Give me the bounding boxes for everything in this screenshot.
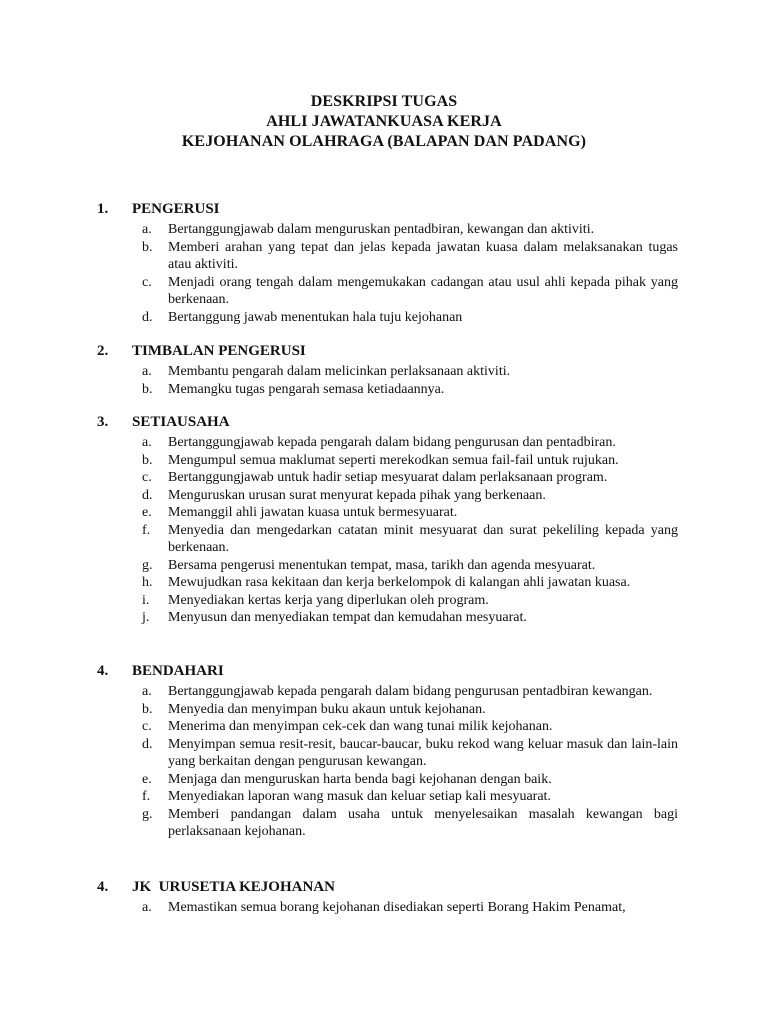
item-text: Memastikan semua borang kejohanan disediakan seperti Borang Hakim Penamat, — [168, 900, 626, 915]
item-text: Menyediakan kertas kerja yang diperlukan oleh program. — [168, 592, 489, 608]
item-marker: e. — [142, 771, 152, 787]
section-title: JK URUSETIA KEJOHANAN — [132, 879, 335, 895]
section-heading — [0, 663, 768, 683]
list-item — [0, 452, 678, 470]
section-timbalan-pengerusi — [0, 343, 768, 398]
item-text: Menjaga dan menguruskan harta benda bagi kejohanan dengan baik. — [168, 771, 552, 787]
item-marker: a. — [142, 435, 152, 450]
section-title: TIMBALAN PENGERUSI — [132, 343, 306, 359]
list-item — [0, 771, 678, 789]
section-number: 3. — [97, 414, 109, 430]
section-bendahari — [0, 663, 768, 841]
item-text: Mewujudkan rasa kekitaan dan kerja berkelompok di kalangan ahli jawatan kuasa. — [168, 575, 631, 590]
item-marker: d. — [142, 487, 153, 503]
duty-list — [0, 899, 768, 917]
item-text: Menyedia dan menyimpan buku akaun untuk kejohanan. — [168, 701, 486, 717]
list-item — [0, 381, 678, 399]
duty-list — [0, 363, 768, 398]
section-number: 1. — [97, 201, 109, 217]
section-number: 4. — [97, 879, 109, 895]
section-title: SETIAUSAHA — [132, 414, 230, 430]
item-text: Bersama pengerusi menentukan tempat, masa, tarikh dan agenda mesyuarat. — [168, 557, 596, 573]
section-number: 2. — [97, 343, 109, 359]
section-heading — [0, 879, 768, 899]
item-text: Bertanggungjawab untuk hadir setiap mesyuarat dalam perlaksanaan program. — [168, 470, 608, 485]
item-marker: f. — [142, 522, 151, 538]
list-item — [0, 609, 678, 627]
item-marker: b. — [142, 701, 153, 717]
list-item — [0, 806, 678, 841]
title-line-3: KEJOHANAN OLAHRAGA (BALAPAN DAN PADANG) — [181, 133, 587, 150]
document-title-block — [0, 92, 768, 152]
item-marker: b. — [142, 381, 153, 397]
item-marker: a. — [142, 222, 152, 237]
section-heading — [0, 201, 768, 221]
item-marker: i. — [142, 592, 150, 608]
list-item — [0, 239, 678, 274]
list-item — [0, 592, 678, 610]
duty-list — [0, 221, 768, 326]
item-marker: h. — [142, 575, 153, 590]
section-title: BENDAHARI — [132, 663, 224, 679]
list-item — [0, 434, 678, 452]
item-text: Memanggil ahli jawatan kuasa untuk bermesyuarat. — [168, 505, 458, 520]
item-marker: g. — [142, 806, 153, 822]
item-marker: c. — [142, 470, 152, 485]
item-text: Menyediakan laporan wang masuk dan keluar setiap kali mesyuarat. — [168, 789, 551, 804]
item-text: Memangku tugas pengarah semasa ketiadaannya. — [168, 381, 445, 397]
item-marker: d. — [142, 736, 153, 752]
item-marker: b. — [142, 239, 153, 255]
item-marker: b. — [142, 452, 153, 468]
list-item — [0, 736, 678, 771]
item-marker: j. — [142, 610, 150, 625]
list-item — [0, 899, 678, 917]
item-marker: d. — [142, 309, 153, 325]
item-marker: a. — [142, 900, 152, 915]
section-heading — [0, 414, 768, 434]
item-text: Menyimpan semua resit-resit, baucar-baucar, buku rekod wang keluar masuk dan lain-lain yang berkaitan dengan pengurusan kewangan. — [168, 736, 678, 769]
section-number: 4. — [97, 663, 109, 679]
item-text: Mengumpul semua maklumat seperti merekodkan semua fail-fail untuk rujukan. — [168, 452, 619, 468]
list-item — [0, 574, 678, 592]
duty-list — [0, 434, 768, 627]
item-text: Menerima dan menyimpan cek-cek dan wang tunai milik kejohanan. — [168, 719, 553, 734]
list-item — [0, 788, 678, 806]
item-marker: a. — [142, 684, 152, 699]
section-jk-urusetia — [0, 879, 768, 917]
list-item — [0, 504, 678, 522]
item-marker: g. — [142, 557, 153, 573]
section-setiausaha — [0, 414, 768, 627]
item-text: Menguruskan urusan surat menyurat kepada pihak yang berkenaan. — [168, 487, 546, 503]
item-text: Bertanggungjawab dalam menguruskan pentadbiran, kewangan dan aktiviti. — [168, 222, 595, 237]
list-item — [0, 274, 678, 309]
item-marker: c. — [142, 274, 152, 290]
list-item — [0, 309, 678, 327]
item-text: Menyusun dan menyediakan tempat dan kemudahan mesyuarat. — [168, 610, 527, 625]
section-heading — [0, 343, 768, 363]
item-marker: e. — [142, 505, 152, 520]
list-item — [0, 522, 678, 557]
item-text: Bertanggungjawab kepada pengarah dalam bidang pengurusan pentadbiran kewangan. — [168, 684, 653, 699]
title-line-1: DESKRIPSI TUGAS — [310, 93, 458, 110]
title-line-2: AHLI JAWATANKUASA KERJA — [266, 113, 502, 130]
item-marker: c. — [142, 719, 152, 734]
section-pengerusi — [0, 201, 768, 326]
list-item — [0, 487, 678, 505]
list-item — [0, 469, 678, 487]
section-title: PENGERUSI — [132, 201, 220, 217]
item-text: Memberi pandangan dalam usaha untuk menyelesaikan masalah kewangan bagi perlaksanaan kejohanan. — [168, 806, 678, 839]
list-item — [0, 718, 678, 736]
list-item — [0, 701, 678, 719]
list-item — [0, 683, 678, 701]
item-marker: f. — [142, 789, 151, 804]
list-item — [0, 557, 678, 575]
item-text: Bertanggungjawab kepada pengarah dalam bidang pengurusan dan pentadbiran. — [168, 435, 616, 450]
item-text: Menyedia dan mengedarkan catatan minit mesyuarat dan surat pekeliling kepada yang berkenaan. — [168, 522, 678, 555]
item-text: Bertanggung jawab menentukan hala tuju kejohanan — [168, 309, 463, 325]
item-marker: a. — [142, 364, 152, 379]
item-text: Memberi arahan yang tepat dan jelas kepada jawatan kuasa dalam melaksanakan tugas atau aktiviti. — [168, 239, 678, 272]
duty-list — [0, 683, 768, 841]
item-text: Menjadi orang tengah dalam mengemukakan cadangan atau usul ahli kepada pihak yang berkenaan. — [168, 274, 678, 307]
item-text: Membantu pengarah dalam melicinkan perlaksanaan aktiviti. — [168, 364, 511, 379]
list-item — [0, 221, 678, 239]
list-item — [0, 363, 678, 381]
